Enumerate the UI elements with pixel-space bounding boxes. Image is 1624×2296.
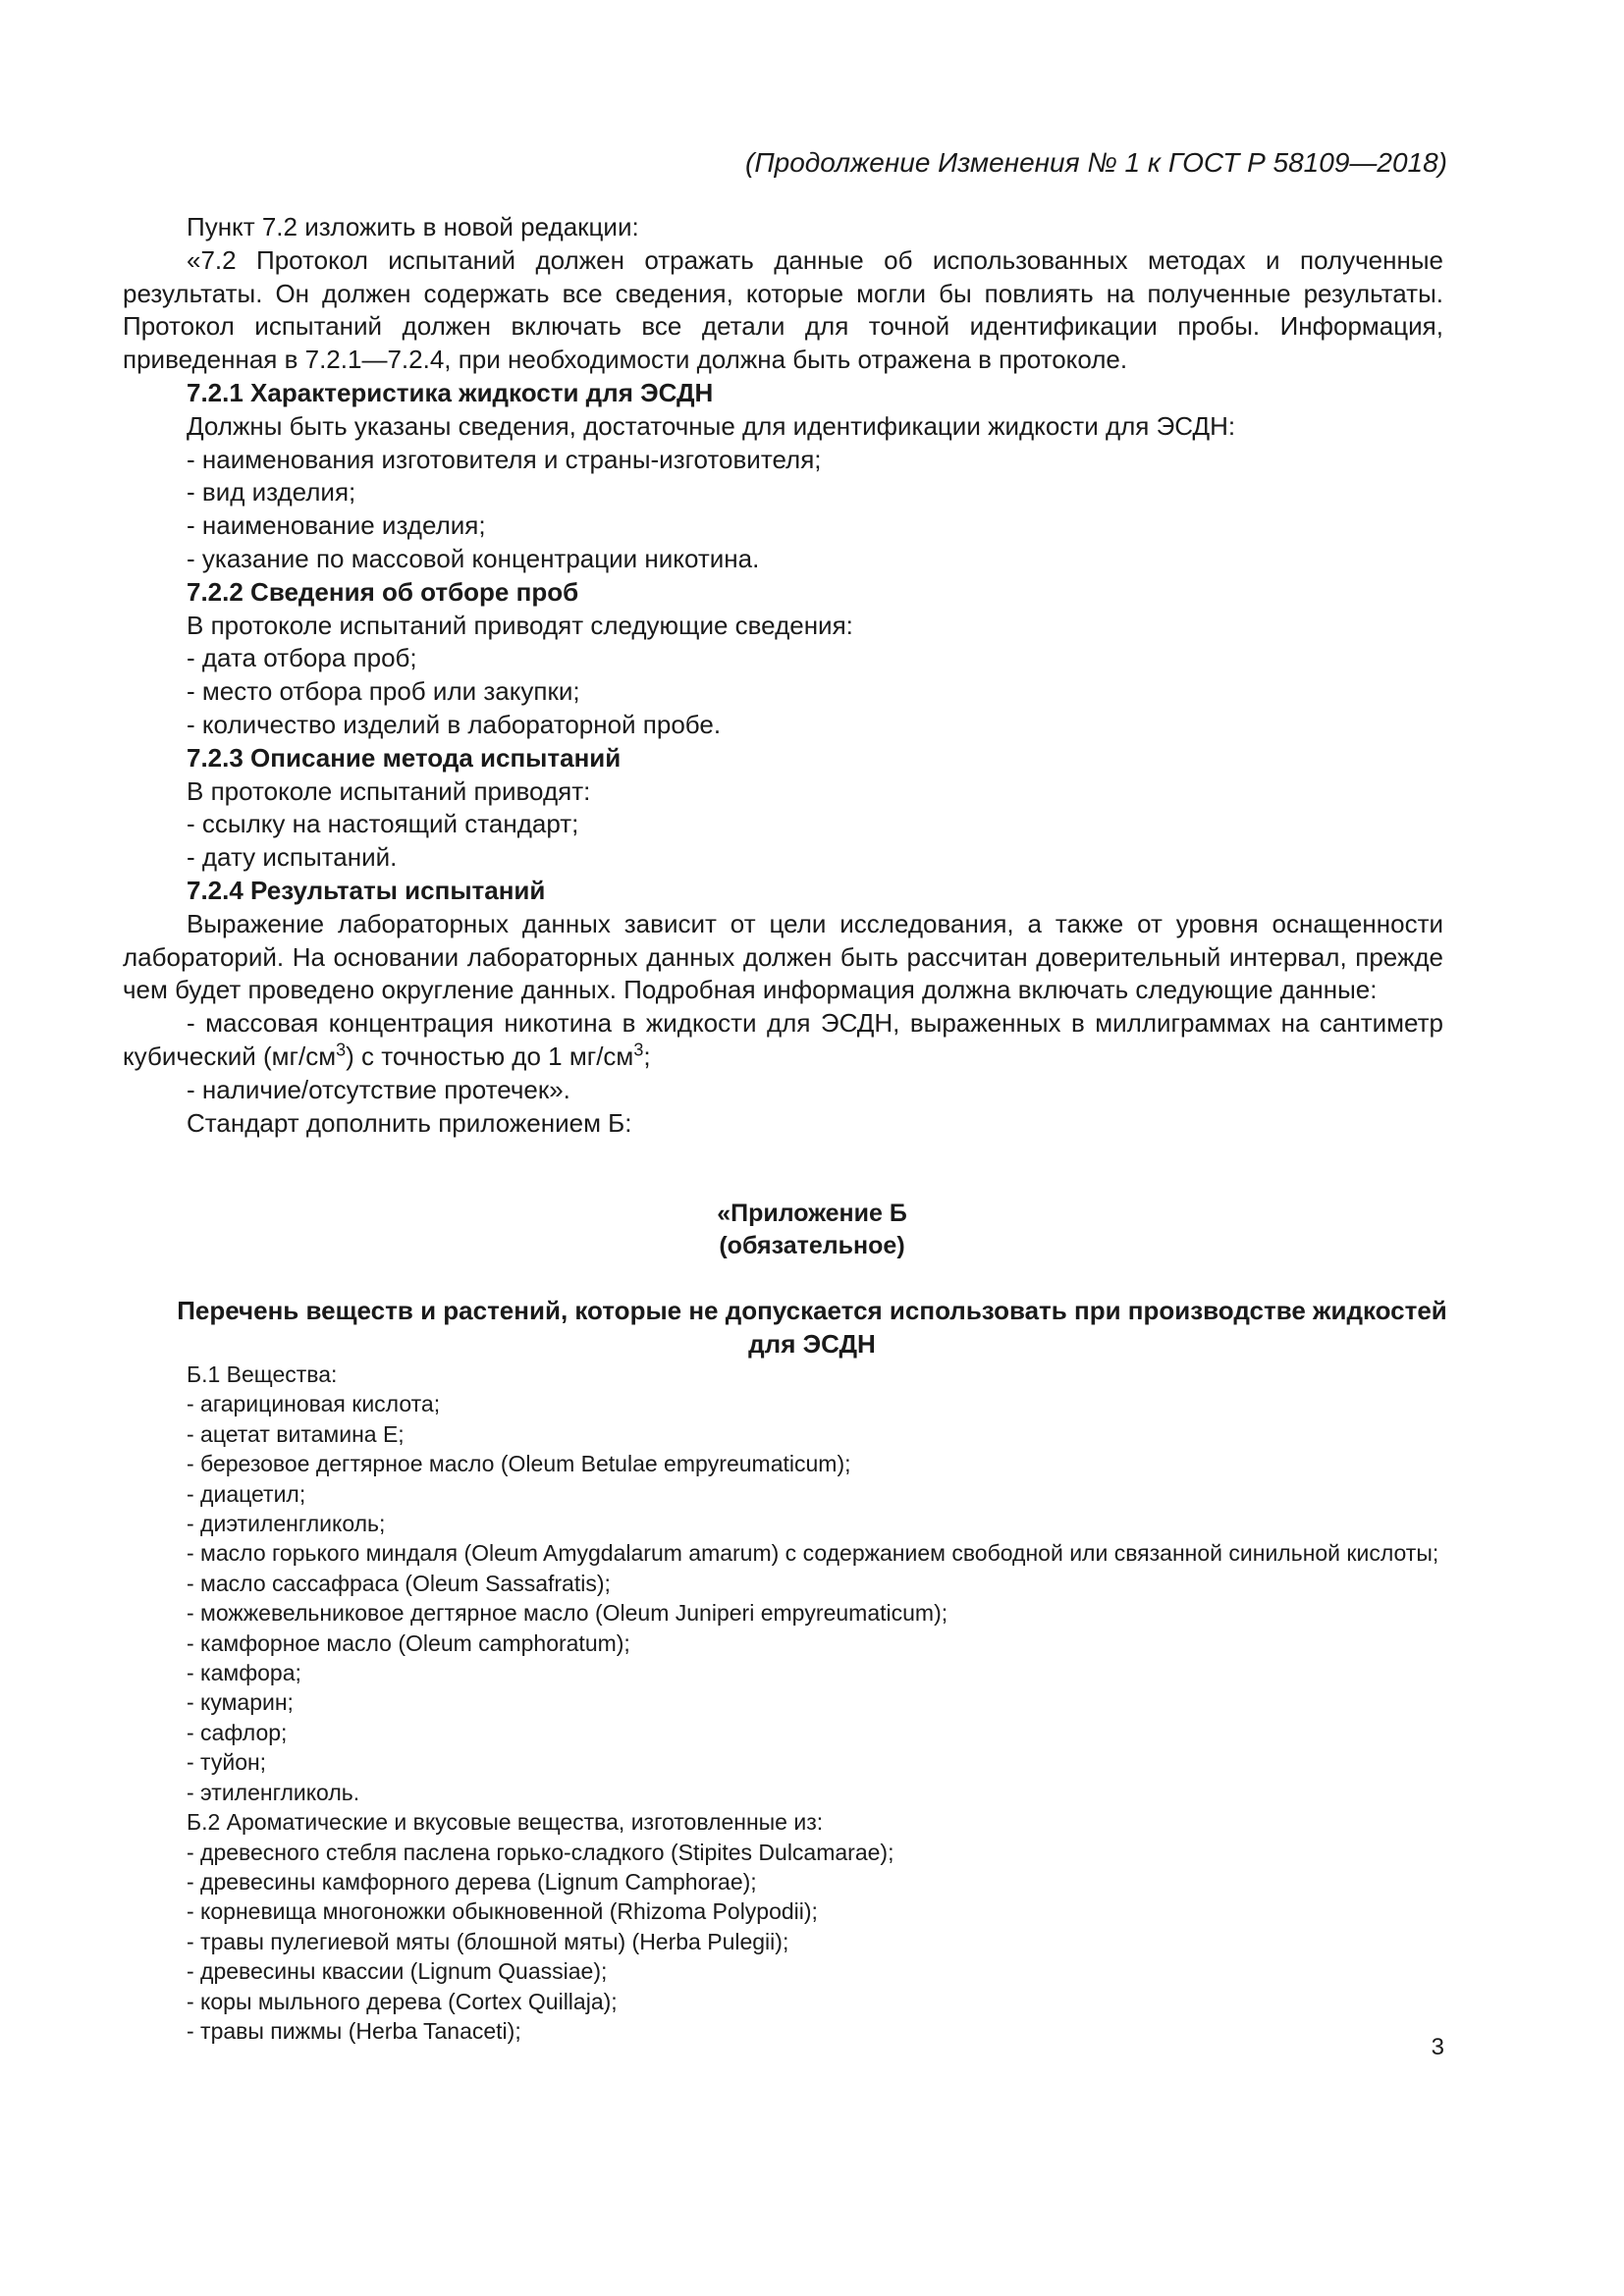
list-item: - количество изделий в лабораторной пробе. xyxy=(187,709,722,739)
main-text xyxy=(123,211,1443,1140)
list-item: - агарициновая кислота; xyxy=(187,1391,441,1417)
list-item: - камфорное масло (Oleum camphoratum); xyxy=(187,1629,630,1656)
list-item: - наименования изготовителя и страны-изготовителя; xyxy=(187,444,822,474)
list-item: - коры мыльного дерева (Cortex Quillaja); xyxy=(187,1988,618,2014)
list-item: - травы пижмы (Herba Tanaceti); xyxy=(187,2017,521,2044)
clause-7-2-paragraph: «7.2 Протокол испытаний должен отражать данные об использованных методах и полученные результаты. Он должен содержать все сведения, которые могли бы повлиять на полученные результаты. Протокол испытаний должен включать все детали для точной идентификации пробы. Информация, приведенная в 7.2.1—7.2.4, при необходимости должна быть отражена в протоколе. xyxy=(123,244,1443,375)
list-item: - можжевельниковое дегтярное масло (Oleum Juniperi empyreumaticum); xyxy=(187,1600,948,1627)
list-item: - корневища многоножки обыкновенной (Rhizoma Polypodii); xyxy=(187,1898,818,1925)
intro-paragraph: Пункт 7.2 изложить в новой редакции: xyxy=(187,212,639,241)
list-item: - березовое дегтярное масло (Oleum Betulae empyreumaticum); xyxy=(187,1451,851,1477)
list-item-long: - масло горького миндаля (Oleum Amygdalarum amarum) с содержанием свободной или связанной синильной кислоты; xyxy=(187,1540,1439,1567)
superscript-3: 3 xyxy=(336,1040,347,1060)
list-item-concentration xyxy=(123,1007,1443,1074)
concentration-text-b: ) с точностью до 1 мг/см xyxy=(346,1041,634,1071)
list-item: - вид изделия; xyxy=(187,477,356,507)
addendum-paragraph: Стандарт дополнить приложением Б: xyxy=(187,1107,632,1138)
list-item: - древесины квассии (Lignum Quassiae); xyxy=(187,1958,608,1985)
superscript-3: 3 xyxy=(633,1040,644,1060)
results-paragraph: Выражение лабораторных данных зависит от цели исследования, а также от уровня оснащенности лабораторий. На основании лабораторных данных должен быть рассчитан доверительный интервал, прежде чем будет проведено округление данных. Подробная информация должна включать следующие данные: xyxy=(123,908,1443,1005)
list-item: - дату испытаний. xyxy=(187,842,398,873)
appendix-section-b2-heading: Б.2 Ароматические и вкусовые вещества, изготовленные из: xyxy=(187,1809,824,1836)
list-item: - масло сассафраса (Oleum Sassafratis); xyxy=(187,1570,611,1596)
appendix-title: Перечень веществ и растений, которые не допускается использовать при производстве жидкостей для ЭСДН xyxy=(177,1296,1447,1359)
list-item-leaks: - наличие/отсутствие протечек». xyxy=(187,1074,570,1104)
continuation-header: (Продолжение Изменения № 1 к ГОСТ Р 58109—2018) xyxy=(745,147,1447,178)
list-item: - кумарин; xyxy=(187,1689,294,1716)
section-heading-7-2-3: 7.2.3 Описание метода испытаний xyxy=(187,742,622,773)
list-item: - диэтиленгликоль; xyxy=(187,1511,386,1537)
concentration-text-c: ; xyxy=(643,1041,651,1071)
section-lead-7-2-1: Должны быть указаны сведения, достаточные для идентификации жидкости для ЭСДН: xyxy=(187,410,1236,441)
appendix-section-b1-heading: Б.1 Вещества: xyxy=(187,1362,338,1387)
list-item: - дата отбора проб; xyxy=(187,643,417,673)
section-lead-7-2-3: В протоколе испытаний приводят: xyxy=(187,775,591,806)
list-item: - ацетат витамина Е; xyxy=(187,1420,405,1447)
concentration-text-a: - массовая концентрация никотина в жидкости для ЭСДН, выраженных в миллиграммах на сантиметр кубический (мг/см xyxy=(123,1008,1443,1071)
list-item: - ссылку на настоящий стандарт; xyxy=(187,809,579,839)
list-item: - этиленгликоль. xyxy=(187,1779,360,1805)
section-heading-7-2-4: 7.2.4 Результаты испытаний xyxy=(187,875,546,905)
section-heading-7-2-1: 7.2.1 Характеристика жидкости для ЭСДН xyxy=(187,377,714,407)
list-item: - указание по массовой концентрации никотина. xyxy=(187,543,760,573)
list-item: - сафлор; xyxy=(187,1719,288,1745)
page-number: 3 xyxy=(1431,2034,1444,2060)
appendix-label: «Приложение Б xyxy=(717,1200,907,1227)
list-item: - древесного стебля паслена горько-сладкого (Stipites Dulcamarae); xyxy=(187,1839,894,1865)
appendix-list xyxy=(123,1360,1443,2046)
list-item: - туйон; xyxy=(187,1749,267,1776)
section-lead-7-2-2: В протоколе испытаний приводят следующие сведения: xyxy=(187,610,853,640)
list-item: - древесины камфорного дерева (Lignum Camphorae); xyxy=(187,1868,757,1895)
list-item: - наименование изделия; xyxy=(187,510,486,541)
list-item: - диацетил; xyxy=(187,1480,306,1507)
list-item: - травы пулегиевой мяты (блошной мяты) (Herba Pulegii); xyxy=(187,1928,789,1954)
list-item: - место отбора проб или закупки; xyxy=(187,676,580,707)
section-heading-7-2-2: 7.2.2 Сведения об отборе проб xyxy=(187,576,579,607)
list-item: - камфора; xyxy=(187,1660,301,1686)
appendix-status: (обязательное) xyxy=(719,1232,905,1259)
